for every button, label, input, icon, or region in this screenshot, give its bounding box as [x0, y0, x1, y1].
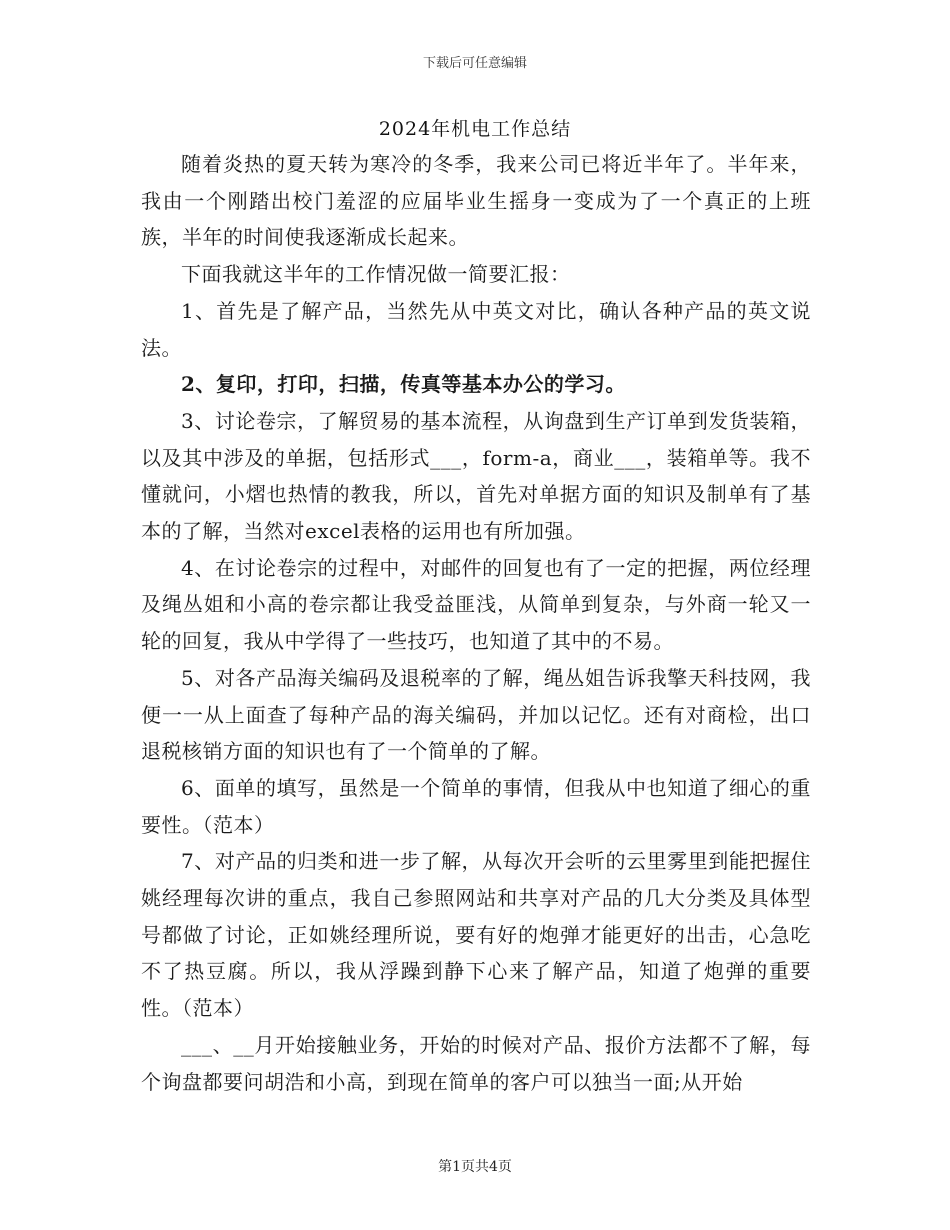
- paragraph-intro: 随着炎热的夏天转为寒冷的冬季，我来公司已将近半年了。半年来，我由一个刚踏出校门羞涩的应届毕业生摇身一变成为了一个真正的上班族，半年的时间使我逐渐成长起来。: [141, 152, 811, 250]
- paragraph-item-6: 6、面单的填写，虽然是一个简单的事情，但我从中也知道了细心的重要性。（范本）: [141, 775, 811, 837]
- paragraph-item-3: 3、讨论卷宗，了解贸易的基本流程，从询盘到生产订单到发货装箱，以及其中涉及的单据，包括形式___，form-a，商业___，装箱单等。我不懂就问，小熠也热情的教我，所以，首先对单据方面的知识及制单有了基本的了解，当然对excel表格的运用也有所加强。: [141, 408, 811, 544]
- paragraph-item-4: 4、在讨论卷宗的过程中，对邮件的回复也有了一定的把握，两位经理及绳丛姐和小高的卷宗都让我受益匪浅，从简单到复杂，与外商一轮又一轮的回复，我从中学得了一些技巧，也知道了其中的不易。: [141, 555, 811, 654]
- paragraph-item-2: 2、复印，打印，扫描，传真等基本办公的学习。: [181, 372, 626, 397]
- document-body: [141, 146, 811, 1100]
- page-footer-indicator: 第1页共4页: [438, 1159, 512, 1175]
- paragraph-report-lead: 下面我就这半年的工作情况做一简要汇报：: [181, 262, 571, 287]
- document-title: 2024年机电工作总结: [378, 118, 572, 140]
- paragraph-business-start: ___、__月开始接触业务，开始的时候对产品、报价方法都不了解，每个询盘都要问胡浩和小高，到现在简单的客户可以独当一面;从开始: [141, 1032, 811, 1094]
- paragraph-item-7: 7、对产品的归类和进一步了解，从每次开会听的云里雾里到能把握住姚经理每次讲的重点，我自己参照网站和共享对产品的几大分类及具体型号都做了讨论，正如姚经理所说，要有好的炮弹才能更好的出击，心急吃不了热豆腐。所以，我从浮躁到静下心来了解产品，知道了炮弹的重要性。（范本）: [141, 849, 811, 1021]
- page-header-note: 下载后可任意编辑: [422, 56, 527, 71]
- paragraph-item-1: 1、首先是了解产品，当然先从中英文对比，确认各种产品的英文说法。: [141, 298, 811, 360]
- paragraph-item-5: 5、对各产品海关编码及退税率的了解，绳丛姐告诉我擎天科技网，我便一一从上面查了每种产品的海关编码，并加以记忆。还有对商检，出口退税核销方面的知识也有了一个简单的了解。: [141, 665, 811, 764]
